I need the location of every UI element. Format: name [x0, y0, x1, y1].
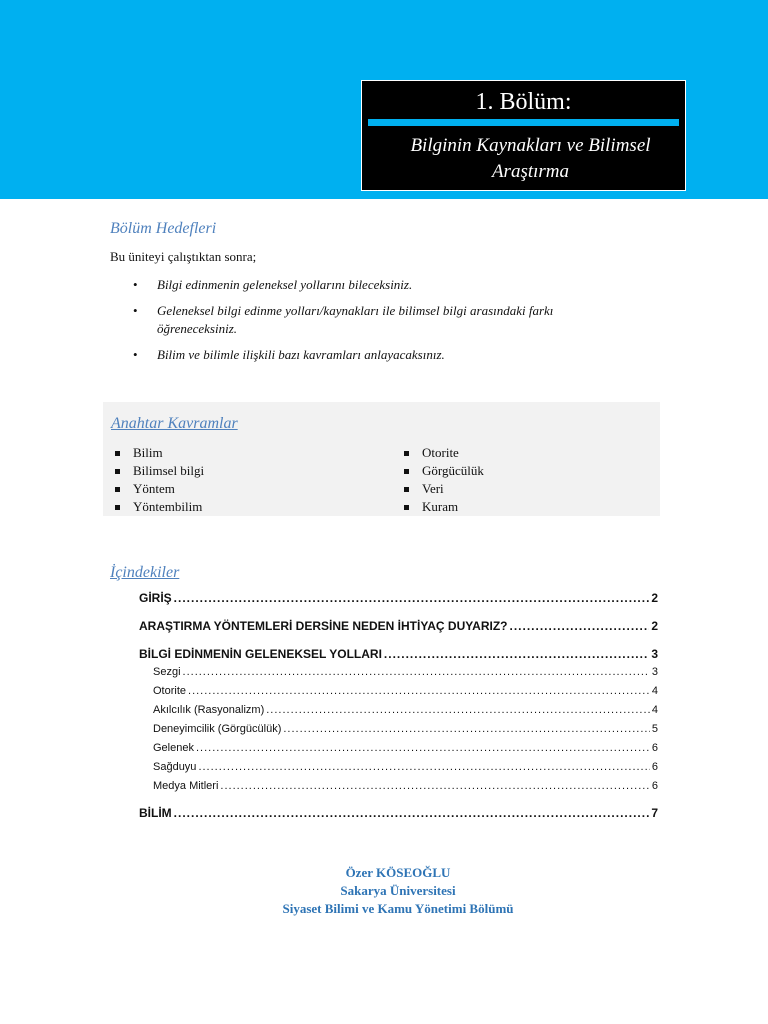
toc-entry-title: BİLGİ EDİNMENİN GELENEKSEL YOLLARI: [139, 647, 382, 661]
toc-leader: [196, 742, 650, 754]
bullet-icon: •: [133, 347, 138, 362]
square-bullet-icon: [404, 469, 409, 474]
square-bullet-icon: [115, 487, 120, 492]
author-block: [0, 864, 768, 918]
key-concept-item: [111, 480, 204, 498]
toc-entry-title: Medya Mitleri: [153, 780, 219, 792]
key-concept-item: [111, 444, 204, 462]
key-concepts-left-column: [111, 444, 204, 516]
title-divider: [368, 119, 679, 126]
key-concept-text: Yöntem: [133, 481, 175, 496]
toc-leader: [509, 619, 649, 633]
toc-entry-page: 4: [651, 685, 658, 697]
toc-entry-title: Akılcılık (Rasyonalizm): [153, 704, 265, 716]
toc-entry-title: ARAŞTIRMA YÖNTEMLERİ DERSİNE NEDEN İHTİYAÇ DUYARIZ?: [139, 619, 508, 633]
goal-text: Geleneksel bilgi edinme yolları/kaynakları ile bilimsel bilgi arasındaki farkı öğreneceksiniz.: [157, 303, 554, 336]
toc-entry-sagduyu[interactable]: [139, 761, 658, 773]
chapter-title-line-2: Araştırma: [491, 161, 570, 182]
goal-item: [133, 346, 613, 364]
key-concept-text: Görgücülük: [422, 463, 484, 478]
toc-entry-page: 2: [651, 591, 658, 605]
square-bullet-icon: [115, 451, 120, 456]
toc-entry-title: Sezgi: [153, 666, 181, 678]
author-name: Özer KÖSEOĞLU: [345, 865, 451, 880]
toc-heading: İçindekiler: [110, 564, 180, 581]
toc-entry-page: 5: [651, 723, 658, 735]
toc-entry-page: 4: [651, 704, 658, 716]
toc-entry-page: 3: [651, 647, 658, 661]
chapter-title: [382, 133, 679, 185]
goals-intro: Bu üniteyi çalıştıktan sonra;: [110, 249, 257, 264]
toc-leader: [174, 591, 650, 605]
toc-leader: [183, 666, 650, 678]
square-bullet-icon: [404, 487, 409, 492]
square-bullet-icon: [404, 505, 409, 510]
toc-leader: [220, 780, 649, 792]
key-concept-item: [111, 462, 204, 480]
toc-entry-page: 6: [651, 761, 658, 773]
toc-entry-deneyimcilik[interactable]: [139, 723, 658, 735]
square-bullet-icon: [115, 505, 120, 510]
toc-entry-page: 6: [651, 780, 658, 792]
toc-entry-arastirma[interactable]: [139, 619, 658, 633]
goal-item: [133, 302, 613, 338]
key-concept-text: Bilimsel bilgi: [133, 463, 205, 478]
key-concept-text: Otorite: [422, 445, 459, 460]
key-concept-text: Kuram: [422, 499, 459, 514]
goal-item: [133, 276, 613, 294]
toc-entry-akilcilik[interactable]: [139, 704, 658, 716]
key-concept-item: [400, 480, 484, 498]
bullet-icon: •: [133, 277, 138, 292]
toc-entry-page: 3: [651, 666, 658, 678]
toc-leader: [384, 647, 649, 661]
chapter-title-line-1: Bilginin Kaynakları ve Bilimsel: [410, 135, 651, 156]
toc-entry-title: Gelenek: [153, 742, 194, 754]
key-concepts-box: [103, 402, 660, 516]
author-department: Siyaset Bilimi ve Kamu Yönetimi Bölümü: [282, 901, 514, 916]
goals-heading: Bölüm Hedefleri: [110, 220, 217, 237]
toc-leader: [283, 723, 650, 735]
key-concept-text: Veri: [422, 481, 444, 496]
toc-leader: [188, 685, 650, 697]
toc-entry-title: Otorite: [153, 685, 187, 697]
toc-entry-title: Sağduyu: [153, 761, 197, 773]
toc-entry-page: 7: [651, 806, 658, 820]
toc-entry-title: GİRİŞ: [139, 591, 172, 605]
key-concept-item: [400, 462, 484, 480]
bullet-icon: •: [133, 303, 138, 318]
square-bullet-icon: [404, 451, 409, 456]
toc-entry-sezgi[interactable]: [139, 666, 658, 678]
key-concept-text: Yöntembilim: [133, 499, 203, 514]
goal-text: Bilgi edinmenin geleneksel yollarını bileceksiniz.: [157, 277, 413, 292]
square-bullet-icon: [115, 469, 120, 474]
toc-entry-page: 6: [651, 742, 658, 754]
key-concepts-right-column: [400, 444, 484, 516]
key-concept-item: [400, 444, 484, 462]
toc-leader: [174, 806, 650, 820]
toc-leader: [266, 704, 650, 716]
key-concept-text: Bilim: [133, 445, 163, 460]
toc-entry-giris[interactable]: [139, 591, 658, 605]
goal-text: Bilim ve bilimle ilişkili bazı kavramları anlayacaksınız.: [157, 347, 445, 362]
key-concepts-heading: Anahtar Kavramlar: [111, 415, 238, 432]
key-concept-item: [400, 498, 484, 516]
toc-entry-otorite[interactable]: [139, 685, 658, 697]
toc-entry-bilim[interactable]: [139, 806, 658, 820]
toc-entry-title: BİLİM: [139, 806, 172, 820]
toc-leader: [198, 761, 649, 773]
toc-entry-geleneksel-yollar[interactable]: [139, 647, 658, 661]
toc-entry-title: Deneyimcilik (Görgücülük): [153, 723, 282, 735]
toc-entry-page: 2: [651, 619, 658, 633]
toc-entry-gelenek[interactable]: [139, 742, 658, 754]
toc-entry-medya-mitleri[interactable]: [139, 780, 658, 792]
chapter-title-box: [361, 80, 686, 191]
goals-list: [133, 276, 613, 372]
chapter-number: 1. Bölüm:: [475, 89, 572, 115]
key-concept-item: [111, 498, 204, 516]
author-university: Sakarya Üniversitesi: [340, 883, 456, 898]
